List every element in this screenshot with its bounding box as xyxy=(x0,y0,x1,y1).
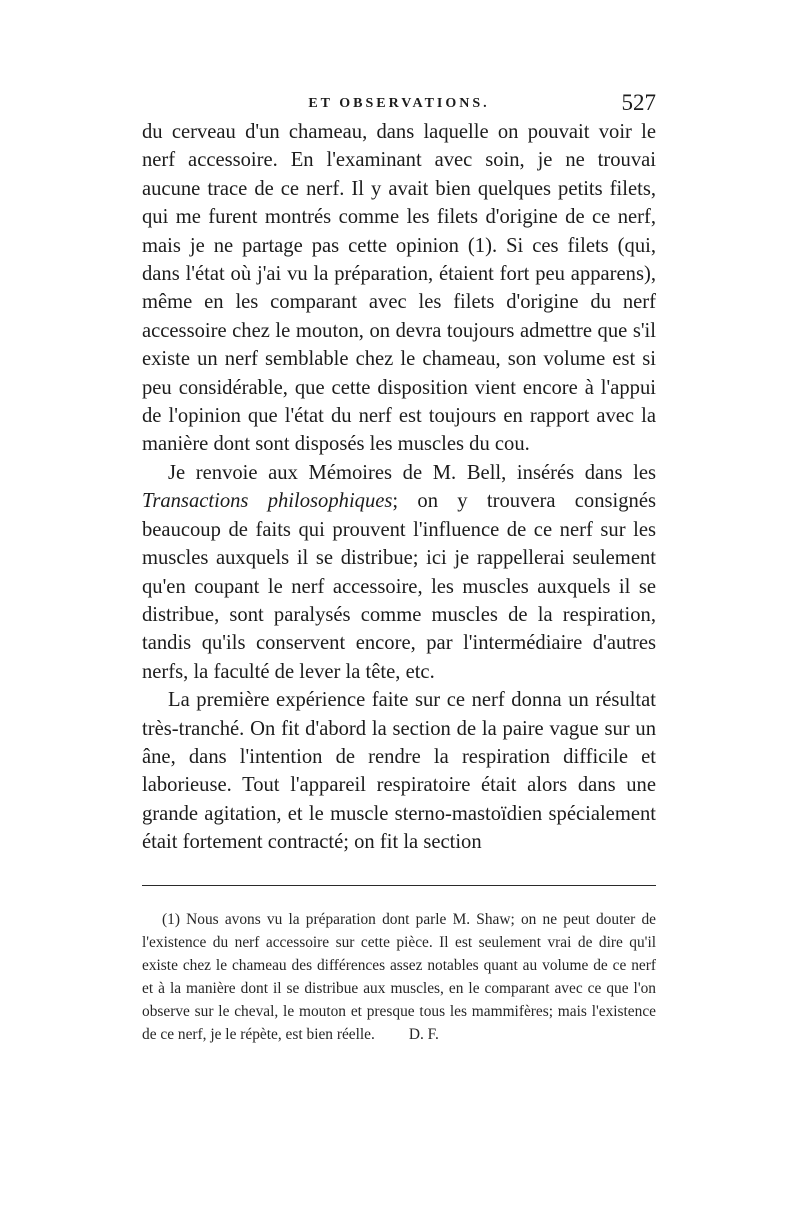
running-head xyxy=(142,92,656,122)
paragraph-2-start: Je renvoie aux Mémoires de M. Bell, insérés dans les xyxy=(168,461,656,484)
footnote-rule xyxy=(142,885,656,886)
footnote-initials: D. F. xyxy=(408,1025,439,1043)
journal-title: Transactions philosophiques xyxy=(142,490,393,513)
body-text xyxy=(142,118,656,857)
paragraph-1: du cerveau d'un chameau, dans laquelle on pouvait voir le nerf accessoire. En l'examinant avec soin, je ne trouvai aucune trace de ce nerf. Il y avait bien quelques petits filets, qui me furent montrés comme les filets d'origine de ce nerf, mais je ne partage pas cette opinion (1). Si ces filets (qui, dans l'état où j'ai vu la préparation, étaient fort peu apparens), même en les comparant avec les filets d'origine du nerf accessoire chez le mouton, on devra toujours admettre que s'il existe un nerf semblable chez le chameau, son volume est si peu considérable, que cette disposition vient encore à l'appui de l'opinion que l'état du nerf est toujours en rapport avec la manière dont sont disposés les muscles du cou. xyxy=(142,121,656,456)
footnote-text: (1) Nous avons vu la préparation dont parle M. Shaw; on ne peut douter de l'existence du nerf accessoire sur cette pièce. Il est seulement vrai de dire qu'il existe chez le chameau des différences assez notables quant au volume de ce nerf et à la manière dont il se distribue aux muscles, en le comparant avec ce que l'on observe sur le cheval, le mouton et presque tous les mammifères; mais l'existence de ce nerf, je le répète, est bien réelle. xyxy=(142,910,656,1043)
footnote xyxy=(142,908,656,1046)
book-page xyxy=(142,92,656,1172)
running-title: ET OBSERVATIONS. xyxy=(308,96,490,111)
paragraph-3: La première expérience faite sur ce nerf donna un résultat très-tranché. On fit d'abord la section de la paire vague sur un âne, dans l'intention de rendre la respiration difficile et laborieuse. Tout l'appareil respiratoire était alors dans une grande agitation, et le muscle sterno-mastoïdien spécialement était fortement contracté; on fit la section xyxy=(142,689,656,854)
page-number: 527 xyxy=(621,90,656,115)
paragraph-2 xyxy=(142,459,656,686)
paragraph-2-end: ; on y trouvera consignés beaucoup de faits qui prouvent l'influence de ce nerf sur les muscles auxquels il se distribue; ici je rappellerai seulement qu'en coupant le nerf accessoire, les muscles auxquels il se distribue, sont paralysés comme muscles de la respiration, tandis qu'ils conservent encore, par l'intermédiaire d'autres nerfs, la faculté de lever la tête, etc. xyxy=(142,490,656,683)
